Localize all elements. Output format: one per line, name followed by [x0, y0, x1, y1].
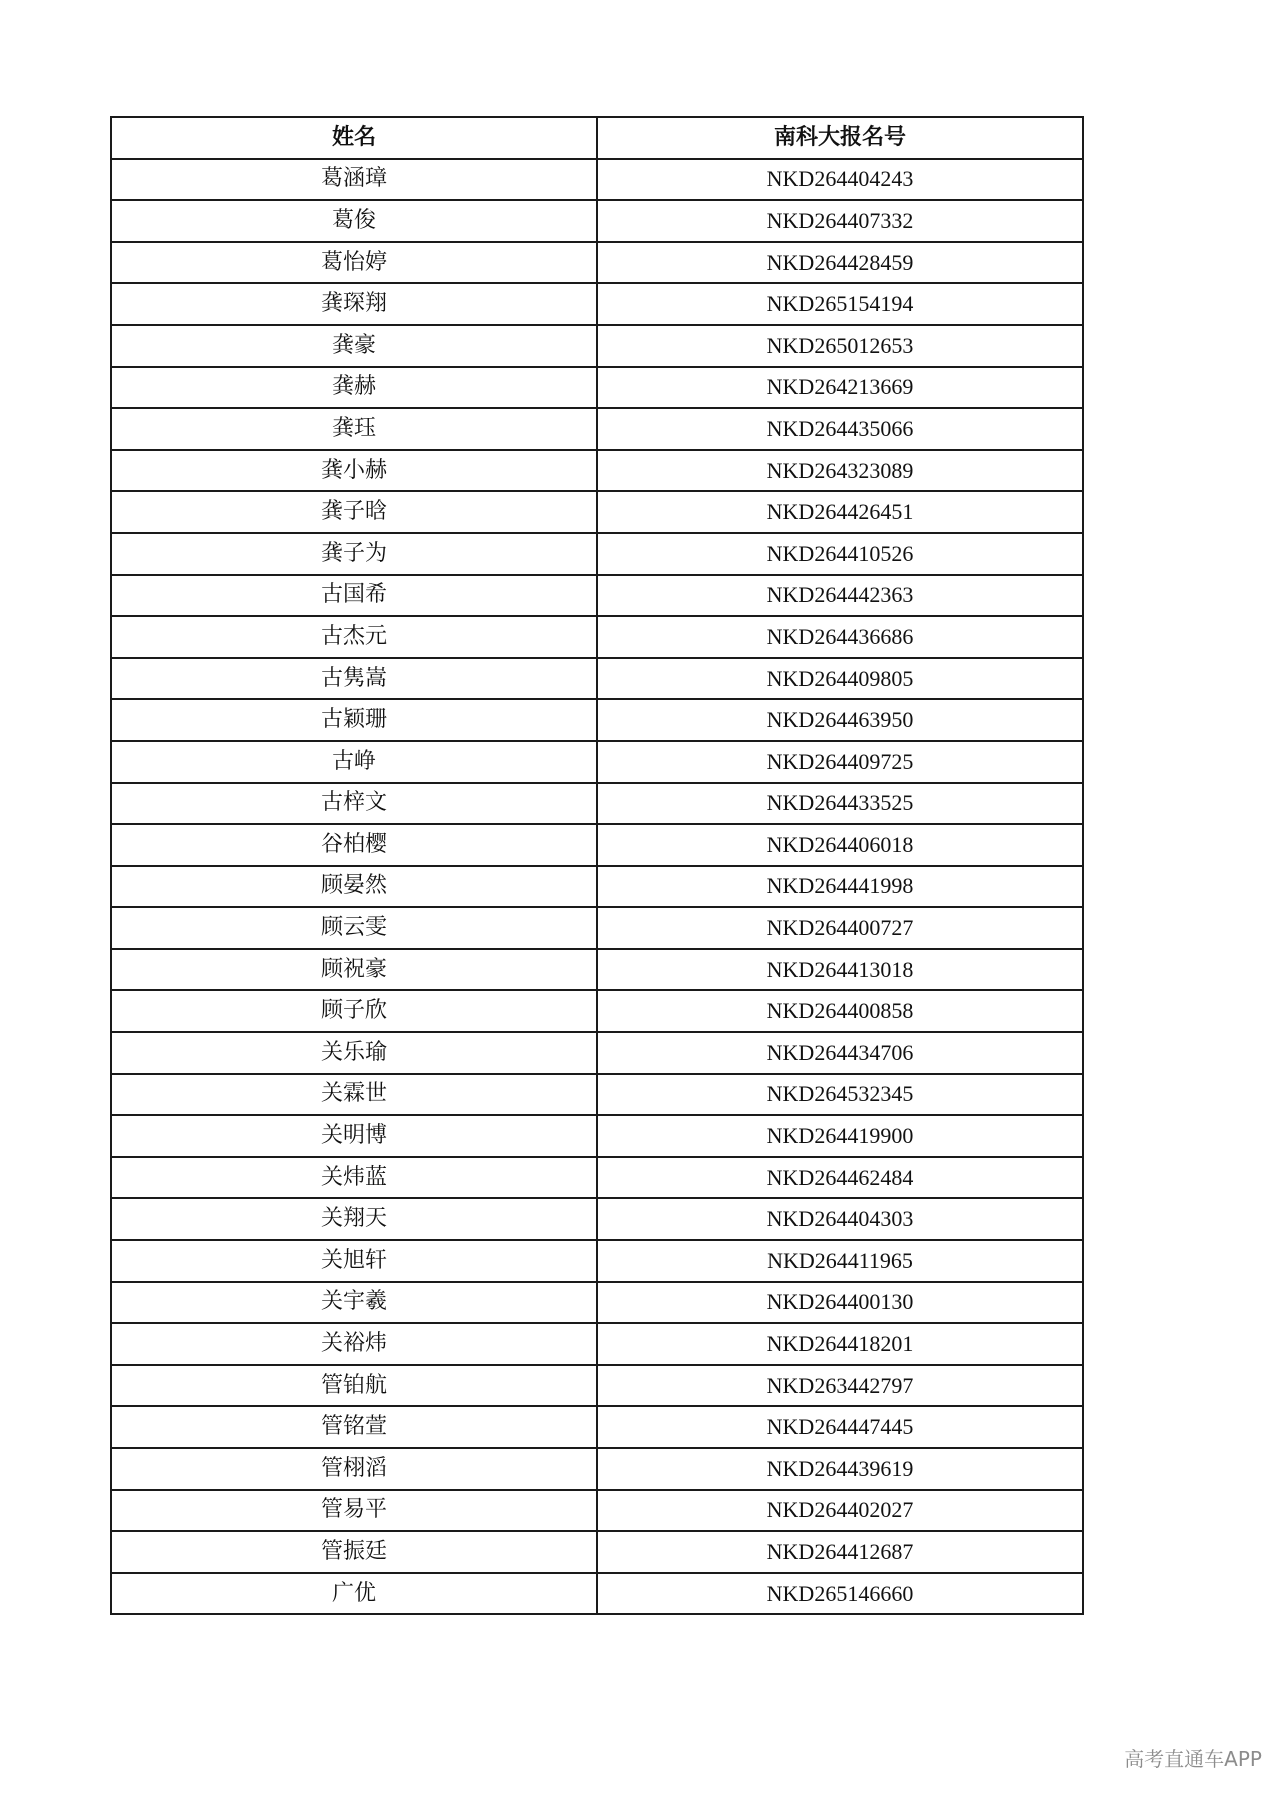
applicant-name: 龚子为	[111, 533, 597, 575]
application-number: NKD264436686	[597, 616, 1083, 658]
table-row	[111, 824, 1083, 866]
applicant-name: 古梓文	[111, 783, 597, 825]
applicant-name: 关翔天	[111, 1198, 597, 1240]
table-row	[111, 699, 1083, 741]
application-number: NKD264402027	[597, 1490, 1083, 1532]
application-number: NKD264434706	[597, 1032, 1083, 1074]
applicant-name: 龚豪	[111, 325, 597, 367]
applicant-name: 关霖世	[111, 1074, 597, 1116]
application-number: NKD264407332	[597, 200, 1083, 242]
application-number: NKD264418201	[597, 1323, 1083, 1365]
applicant-name: 古隽嵩	[111, 658, 597, 700]
application-number: NKD264462484	[597, 1157, 1083, 1199]
application-number: NKD263442797	[597, 1365, 1083, 1407]
application-number: NKD264413018	[597, 949, 1083, 991]
watermark-label: 高考直通车APP	[1124, 1747, 1262, 1771]
application-number: NKD264441998	[597, 866, 1083, 908]
applicant-name: 关旭轩	[111, 1240, 597, 1282]
applicant-name: 关炜蓝	[111, 1157, 597, 1199]
applicant-table	[110, 116, 1084, 1615]
application-number: NKD264410526	[597, 533, 1083, 575]
table-row	[111, 1115, 1083, 1157]
applicant-name: 龚小赫	[111, 450, 597, 492]
application-number: NKD264409725	[597, 741, 1083, 783]
application-number: NKD264439619	[597, 1448, 1083, 1490]
applicant-name: 关裕炜	[111, 1323, 597, 1365]
application-number: NKD264435066	[597, 408, 1083, 450]
applicant-name: 谷柏樱	[111, 824, 597, 866]
application-number: NKD264411965	[597, 1240, 1083, 1282]
applicant-name: 顾子欣	[111, 990, 597, 1032]
table-row	[111, 1448, 1083, 1490]
application-number: NKD264409805	[597, 658, 1083, 700]
applicant-name: 关明博	[111, 1115, 597, 1157]
applicant-name: 关宇羲	[111, 1282, 597, 1324]
table-row	[111, 408, 1083, 450]
applicant-name: 顾云雯	[111, 907, 597, 949]
applicant-name: 古颖珊	[111, 699, 597, 741]
table-row	[111, 1573, 1083, 1615]
applicant-name: 顾祝豪	[111, 949, 597, 991]
applicant-name: 顾晏然	[111, 866, 597, 908]
application-number: NKD265154194	[597, 283, 1083, 325]
application-number: NKD264404243	[597, 159, 1083, 201]
applicant-name: 管易平	[111, 1490, 597, 1532]
table-row	[111, 741, 1083, 783]
applicant-name: 葛怡婷	[111, 242, 597, 284]
applicant-name: 关乐瑜	[111, 1032, 597, 1074]
application-number: NKD264447445	[597, 1406, 1083, 1448]
table-row	[111, 949, 1083, 991]
table-row	[111, 325, 1083, 367]
application-number: NKD264426451	[597, 491, 1083, 533]
application-number: NKD265012653	[597, 325, 1083, 367]
table-row	[111, 200, 1083, 242]
applicant-name: 古杰元	[111, 616, 597, 658]
table-row	[111, 1406, 1083, 1448]
applicant-name: 古国希	[111, 575, 597, 617]
table-row	[111, 866, 1083, 908]
table-row	[111, 1157, 1083, 1199]
applicant-name: 葛涵璋	[111, 159, 597, 201]
applicant-name: 葛俊	[111, 200, 597, 242]
application-number: NKD264406018	[597, 824, 1083, 866]
table-row	[111, 159, 1083, 201]
application-number: NKD264419900	[597, 1115, 1083, 1157]
table-row	[111, 616, 1083, 658]
table-body	[111, 159, 1083, 1615]
application-number: NKD264400858	[597, 990, 1083, 1032]
table-row	[111, 658, 1083, 700]
table-row	[111, 1490, 1083, 1532]
applicant-name: 龚琛翔	[111, 283, 597, 325]
applicant-name: 龚赫	[111, 367, 597, 409]
applicant-name: 管振廷	[111, 1531, 597, 1573]
application-number: NKD264412687	[597, 1531, 1083, 1573]
table-row	[111, 491, 1083, 533]
table-row	[111, 367, 1083, 409]
table-row	[111, 1198, 1083, 1240]
applicant-name: 古峥	[111, 741, 597, 783]
table-row	[111, 1074, 1083, 1116]
application-number: NKD264463950	[597, 699, 1083, 741]
table-row	[111, 283, 1083, 325]
application-number: NKD264404303	[597, 1198, 1083, 1240]
table-row	[111, 1240, 1083, 1282]
application-number: NKD264400727	[597, 907, 1083, 949]
applicant-name: 龚珏	[111, 408, 597, 450]
table-row	[111, 533, 1083, 575]
application-number: NKD264323089	[597, 450, 1083, 492]
application-number: NKD264433525	[597, 783, 1083, 825]
applicant-name: 龚子晗	[111, 491, 597, 533]
application-number: NKD264400130	[597, 1282, 1083, 1324]
application-number: NKD264213669	[597, 367, 1083, 409]
table-row	[111, 1323, 1083, 1365]
applicant-name: 管栩滔	[111, 1448, 597, 1490]
table-row	[111, 575, 1083, 617]
table-row	[111, 1282, 1083, 1324]
applicant-name: 广优	[111, 1573, 597, 1615]
id-column-header: 南科大报名号	[597, 117, 1083, 159]
application-number: NKD264428459	[597, 242, 1083, 284]
name-column-header: 姓名	[111, 117, 597, 159]
table-row	[111, 1032, 1083, 1074]
table-row	[111, 783, 1083, 825]
table-row	[111, 450, 1083, 492]
table-row	[111, 907, 1083, 949]
application-number: NKD265146660	[597, 1573, 1083, 1615]
applicant-name: 管铭萱	[111, 1406, 597, 1448]
table-row	[111, 990, 1083, 1032]
table-row	[111, 1365, 1083, 1407]
application-number: NKD264532345	[597, 1074, 1083, 1116]
header-row	[111, 117, 1083, 159]
table-row	[111, 1531, 1083, 1573]
table-row	[111, 242, 1083, 284]
application-number: NKD264442363	[597, 575, 1083, 617]
applicant-name: 管铂航	[111, 1365, 597, 1407]
